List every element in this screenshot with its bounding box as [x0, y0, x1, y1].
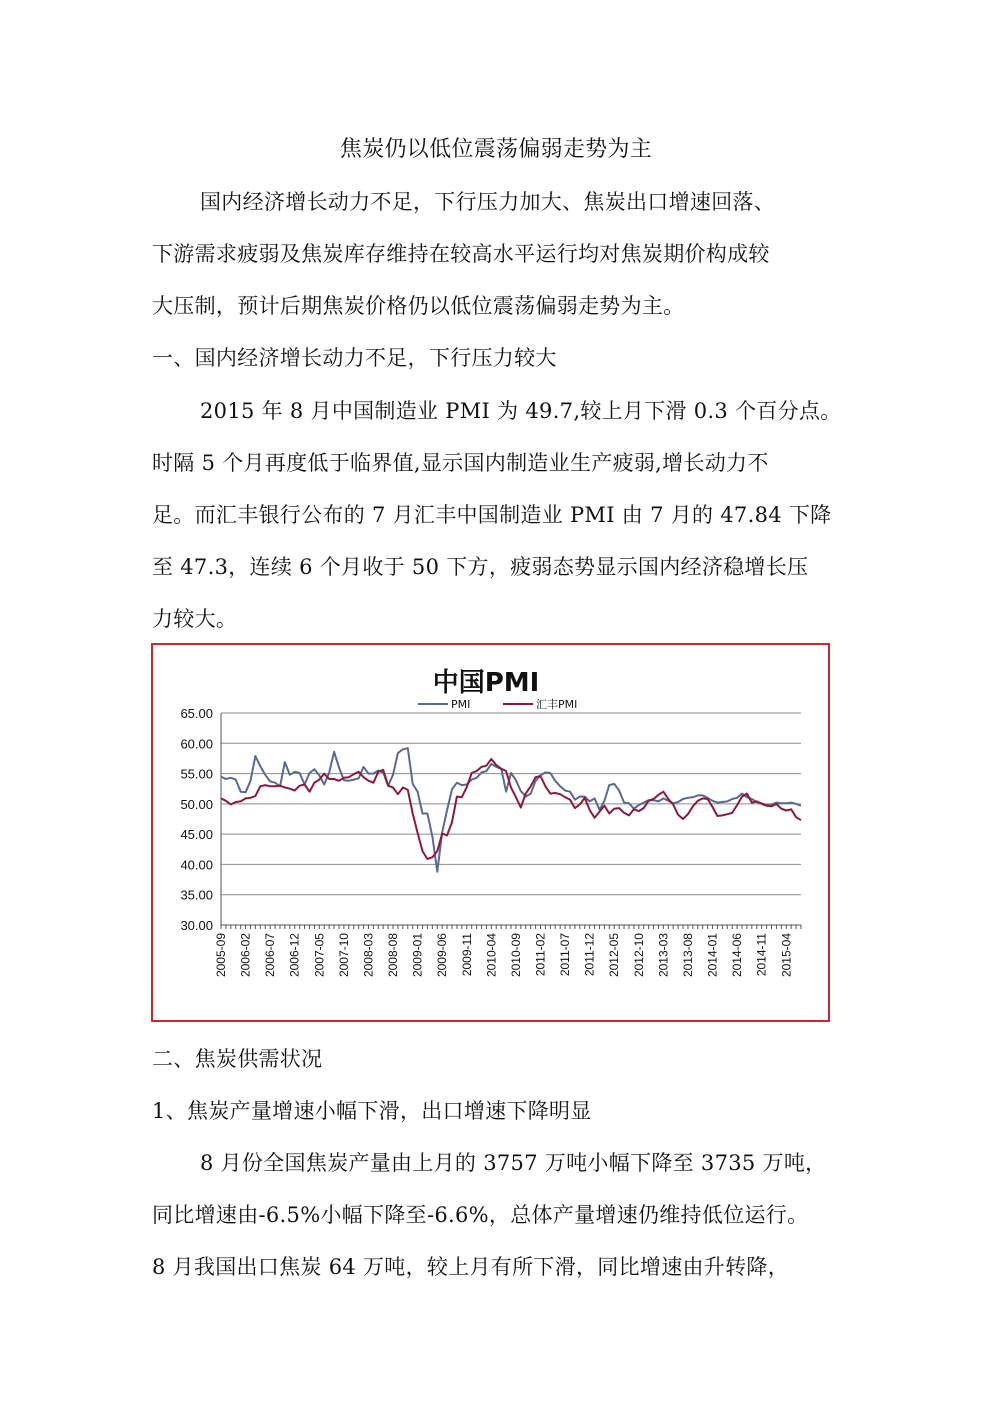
- paragraph-line: 2015 年 8 月中国制造业 PMI 为 49.7,较上月下滑 0.3 个百分点。: [200, 399, 842, 423]
- x-tick-label: 2009-01: [410, 933, 425, 978]
- chart-title: 中国PMI: [432, 668, 540, 698]
- paragraph-line: 足。而汇丰银行公布的 7 月汇丰中国制造业 PMI 由 7 月的 47.84 下降: [152, 503, 832, 527]
- paragraph-line: 力较大。: [152, 607, 238, 631]
- x-tick-label: 2005-09: [214, 933, 228, 978]
- x-tick-label: 2009-11: [459, 933, 474, 977]
- x-tick-label: 2011-12: [582, 933, 597, 977]
- y-tick-label: 50.00: [180, 796, 213, 812]
- x-tick-label: 2014-11: [754, 933, 769, 977]
- x-tick-label: 2007-10: [336, 933, 351, 978]
- y-tick-label: 65.00: [180, 706, 213, 721]
- paragraph-line: 8 月我国出口焦炭 64 万吨，较上月有所下滑，同比增速由升转降，: [152, 1255, 790, 1279]
- intro-line: 国内经济增长动力不足，下行压力加大、焦炭出口增速回落、: [200, 190, 776, 214]
- x-tick-label: 2008-08: [386, 933, 401, 978]
- x-tick-label: 2007-05: [312, 933, 327, 978]
- x-tick-label: 2010-04: [484, 933, 499, 978]
- x-tick-label: 2015-04: [779, 933, 794, 978]
- x-tick-label: 2006-02: [238, 933, 253, 978]
- x-tick-label: 2006-12: [287, 933, 302, 978]
- x-tick-label: 2014-01: [705, 933, 720, 978]
- x-tick-label: 2013-08: [680, 933, 695, 978]
- legend-label-hsbc: 汇丰PMI: [536, 698, 578, 711]
- x-tick-label: 2009-06: [435, 933, 450, 978]
- y-tick-label: 55.00: [180, 766, 213, 782]
- x-tick-label: 2006-07: [263, 933, 278, 978]
- x-tick-label: 2012-05: [607, 933, 622, 978]
- subheading-1: 1、焦炭产量增速小幅下滑，出口增速下降明显: [152, 1099, 592, 1123]
- x-tick-label: 2008-03: [361, 933, 376, 978]
- x-tick-label: 2014-06: [730, 933, 745, 978]
- x-tick-label: 2011-02: [533, 933, 548, 977]
- intro-line: 下游需求疲弱及焦炭库存维持在较高水平运行均对焦炭期价构成较: [152, 242, 770, 266]
- section-heading-2: 二、焦炭供需状况: [152, 1047, 323, 1071]
- x-tick-label: 2010-09: [508, 933, 523, 978]
- y-tick-label: 30.00: [180, 918, 213, 933]
- y-tick-label: 60.00: [180, 736, 213, 752]
- x-tick-label: 2011-07: [558, 933, 573, 977]
- pmi-chart-svg: [153, 645, 828, 1020]
- x-tick-label: 2012-10: [631, 933, 646, 978]
- pmi-chart: [151, 643, 830, 1022]
- intro-line: 大压制，预计后期焦炭价格仍以低位震荡偏弱走势为主。: [152, 294, 685, 318]
- y-tick-label: 40.00: [180, 857, 213, 873]
- paragraph-line: 至 47.3，连续 6 个月收于 50 下方，疲弱态势显示国内经济稳增长压: [152, 555, 809, 579]
- paragraph-line: 时隔 5 个月再度低于临界值,显示国内制造业生产疲弱,增长动力不: [152, 451, 769, 475]
- x-tick-label: 2013-03: [656, 933, 671, 978]
- document-title: 焦炭仍以低位震荡偏弱走势为主: [339, 137, 653, 162]
- section-heading-1: 一、国内经济增长动力不足，下行压力较大: [152, 346, 557, 370]
- legend-label-pmi: PMI: [451, 698, 471, 711]
- paragraph-line: 8 月份全国焦炭产量由上月的 3757 万吨小幅下降至 3735 万吨，: [200, 1151, 827, 1175]
- y-tick-label: 45.00: [180, 827, 213, 843]
- y-tick-label: 35.00: [180, 887, 213, 903]
- paragraph-line: 同比增速由-6.5%小幅下降至-6.6%，总体产量增速仍维持低位运行。: [152, 1203, 809, 1227]
